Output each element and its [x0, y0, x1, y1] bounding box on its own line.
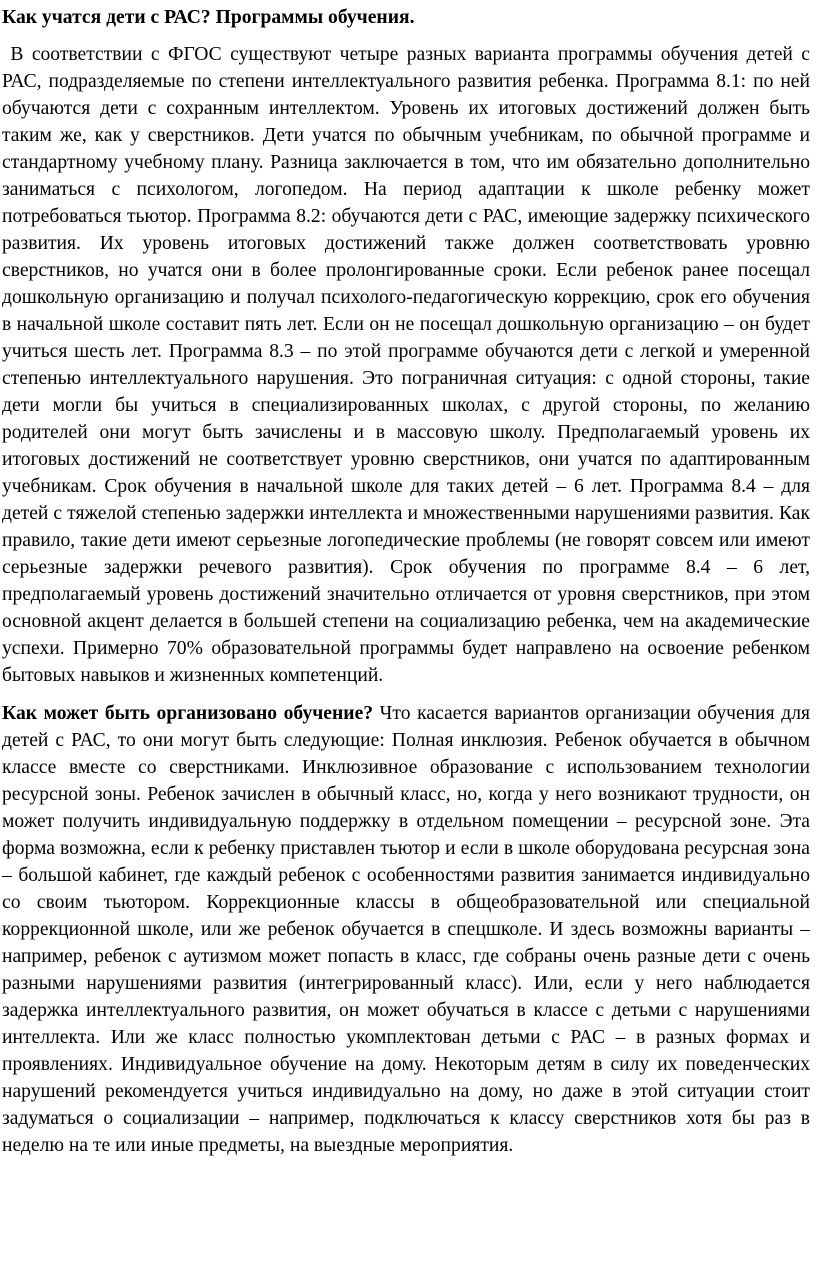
paragraph-programs — [2, 41, 810, 689]
paragraph-organization-text: Что касается вариантов организации обучения для детей с РАС, то они могут быть следующие: Полная инклюзия. Ребенок обучается в обычном классе вместе со сверстниками. Инклюзивное образование с использованием технологии ресурсной зоны. Ребенок зачислен в обычный класс, но, когда у него возникают трудности, он может получить индивидуальную поддержку в отдельном помещении – ресурсной зоне. Эта форма возможна, если к ребенку приставлен тьютор и если в школе оборудована ресурсная зона – большой кабинет, где каждый ребенок с особенностями развития занимается индивидуально со своим тьютором. Коррекционные классы в общеобразовательной или специальной коррекционной школе, или же ребенок обучается в спецшколе. И здесь возможны варианты – например, ребенок с аутизмом может попасть в класс, где собраны очень разные дети с очень разными нарушениями развития (интегрированный класс). Или, если у него наблюдается задержка интеллектуального развития, он может обучаться в классе с детьми с нарушениями интеллекта. Или же класс полностью укомплектован детьми с РАС – в разных формах и проявлениях. Индивидуальное обучение на дому. Некоторым детям в силу их поведенческих нарушений рекомендуется учиться индивидуально на дому, но даже в этой ситуации стоит задуматься о социализации – например, подключаться к классу сверстников хотя бы раз в неделю на те или иные предметы, на выездные мероприятия. — [2, 703, 810, 1156]
section-heading-organization: Как может быть организовано обучение? — [2, 703, 374, 724]
paragraph-organization — [2, 700, 810, 1159]
paragraph-programs-text: В соответствии с ФГОС существуют четыре разных варианта программы обучения детей с РАС, подразделяемые по степени интеллектуального развития ребенка. Программа 8.1: по ней обучаются дети с сохранным интеллектом. Уровень их итоговых достижений должен быть таким же, как у сверстников. Дети учатся по обычным учебникам, по обычной программе и стандартному учебному плану. Разница заключается в том, что им обязательно дополнительно заниматься с психологом, логопедом. На период адаптации к школе ребенку может потребоваться тьютор. Программа 8.2: обучаются дети с РАС, имеющие задержку психического развития. Их уровень итоговых достижений также должен соответствовать уровню сверстников, но учатся они в более пролонгированные сроки. Если ребенок ранее посещал дошкольную организацию и получал психолого-педагогическую коррекцию, срок его обучения в начальной школе составит пять лет. Если он не посещал дошкольную организацию – он будет учиться шесть лет. Программа 8.3 – по этой программе обучаются дети с легкой и умеренной степенью интеллектуального нарушения. Это пограничная ситуация: с одной стороны, такие дети могли бы учиться в специализированных школах, с другой стороны, по желанию родителей они могут быть зачислены и в массовую школу. Предполагаемый уровень их итоговых достижений не соответствует уровню сверстников, они учатся по адаптированным учебникам. Срок обучения в начальной школе для таких детей – 6 лет. Программа 8.4 – для детей с тяжелой степенью задержки интеллекта и множественными нарушениями развития. Как правило, такие дети имеют серьезные логопедические проблемы (не говорят совсем или имеют серьезные задержки речевого развития). Срок обучения по программе 8.4 – 6 лет, предполагаемый уровень достижений значительно отличается от уровня сверстников, при этом основной акцент делается в большей степени на социализацию ребенка, чем на академические успехи. Примерно 70% образовательной программы будет направлено на освоение ребенком бытовых навыков и жизненных компетенций. — [2, 44, 810, 686]
document-title: Как учатся дети с РАС? Программы обучения. — [2, 7, 415, 28]
